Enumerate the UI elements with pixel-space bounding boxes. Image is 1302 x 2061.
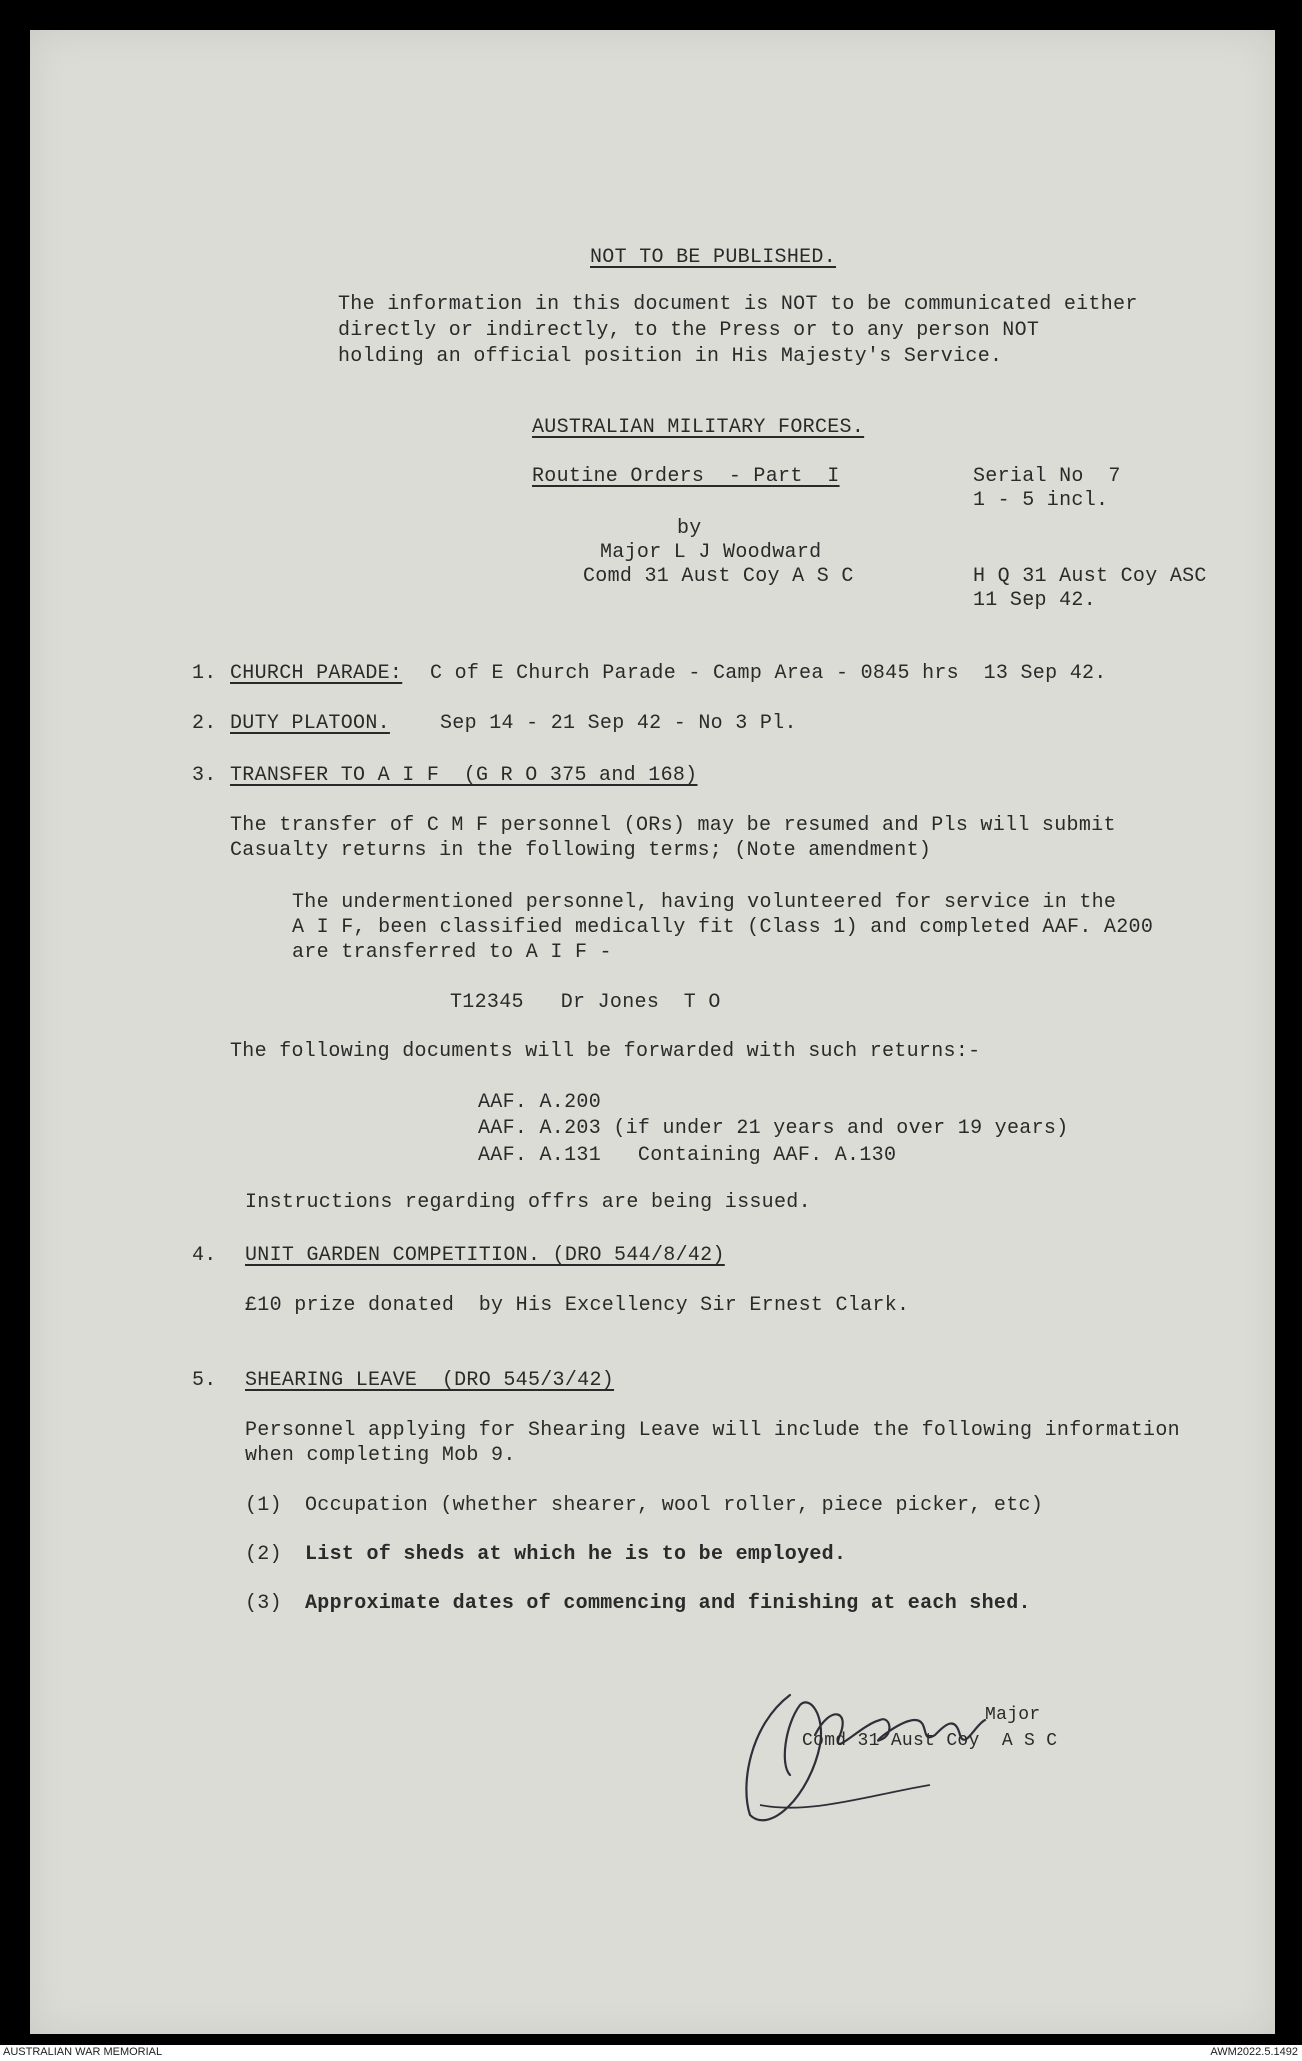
item-3-docs-intro: The following documents will be forwarded with such returns:- [230,1040,981,1063]
item-5-list-text-2: List of sheds at which he is to be employed. [305,1543,847,1566]
item-5-list-text-1: Occupation (whether shearer, wool roller, piece picker, etc) [305,1494,1044,1517]
serial-range: 1 - 5 incl. [973,489,1109,512]
item-3-para1-line1: The transfer of C M F personnel (ORs) may be resumed and Pls will submit [230,814,1116,837]
item-5-list-text-3: Approximate dates of commencing and finishing at each shed. [305,1592,1031,1615]
document-title: NOT TO BE PUBLISHED. [590,246,837,269]
orders-heading: Routine Orders - Part I [532,465,840,488]
item-4-heading: UNIT GARDEN COMPETITION. (DRO 544/8/42) [245,1244,725,1267]
item-3-para2-line3: are transferred to A I F - [292,941,612,964]
item-3-para2-line1: The undermentioned personnel, having volunteered for service in the [292,891,1117,914]
officer-command: Comd 31 Aust Coy A S C [583,565,854,588]
item-3-offrs: Instructions regarding offrs are being issued. [245,1191,811,1214]
item-3-example: T12345 Dr Jones T O [450,991,721,1014]
item-3-number: 3. [192,764,217,787]
item-5-list-num-1: (1) [245,1494,282,1517]
notice-line-3: holding an official position in His Majesty's Service. [338,345,1003,368]
item-5-intro-line1: Personnel applying for Shearing Leave will include the following information [245,1419,1180,1442]
item-1-number: 1. [192,662,217,685]
item-2-heading: DUTY PLATOON. [230,712,390,735]
item-5-number: 5. [192,1369,217,1392]
item-5-list-num-3: (3) [245,1592,282,1615]
item-1-text: C of E Church Parade - Camp Area - 0845 hrs 13 Sep 42. [430,662,1107,685]
item-5-list-num-2: (2) [245,1543,282,1566]
footer-source: AUSTRALIAN WAR MEMORIAL [3,2046,163,2058]
force-heading: AUSTRALIAN MILITARY FORCES. [532,416,865,439]
by-label: by [677,517,702,540]
item-3-para1-line2: Casualty returns in the following terms; (Note amendment) [230,839,932,862]
item-3-heading: TRANSFER TO A I F (G R O 375 and 168) [230,764,698,787]
serial-number: Serial No 7 [973,465,1121,488]
item-2-number: 2. [192,712,217,735]
item-3-doc-2: AAF. A.203 (if under 21 years and over 19 years) [478,1117,1069,1140]
document-page [30,30,1275,2034]
footer-id: AWM2022.5.1492 [1210,2046,1298,2058]
officer-name: Major L J Woodward [600,541,822,564]
notice-line-1: The information in this document is NOT to be communicated either [338,293,1138,316]
item-1-heading: CHURCH PARADE: [230,662,403,685]
item-3-para2-line2: A I F, been classified medically fit (Class 1) and completed AAF. A200 [292,916,1154,939]
footer-strip [0,2045,1302,2061]
item-4-number: 4. [192,1244,217,1267]
item-3-doc-3: AAF. A.131 Containing AAF. A.130 [478,1144,897,1167]
notice-line-2: directly or indirectly, to the Press or to any person NOT [338,319,1040,342]
order-date: 11 Sep 42. [973,589,1097,612]
item-5-intro-line2: when completing Mob 9. [245,1444,516,1467]
item-5-heading: SHEARING LEAVE (DRO 545/3/42) [245,1369,615,1392]
signature-unit: Comd 31 Aust Coy A S C [802,1731,1058,1751]
item-4-text: £10 prize donated by His Excellency Sir Ernest Clark. [245,1294,910,1317]
item-2-text: Sep 14 - 21 Sep 42 - No 3 Pl. [440,712,797,735]
signature-rank: Major [985,1705,1041,1725]
hq-address: H Q 31 Aust Coy ASC [973,565,1207,588]
item-3-doc-1: AAF. A.200 [478,1091,602,1114]
